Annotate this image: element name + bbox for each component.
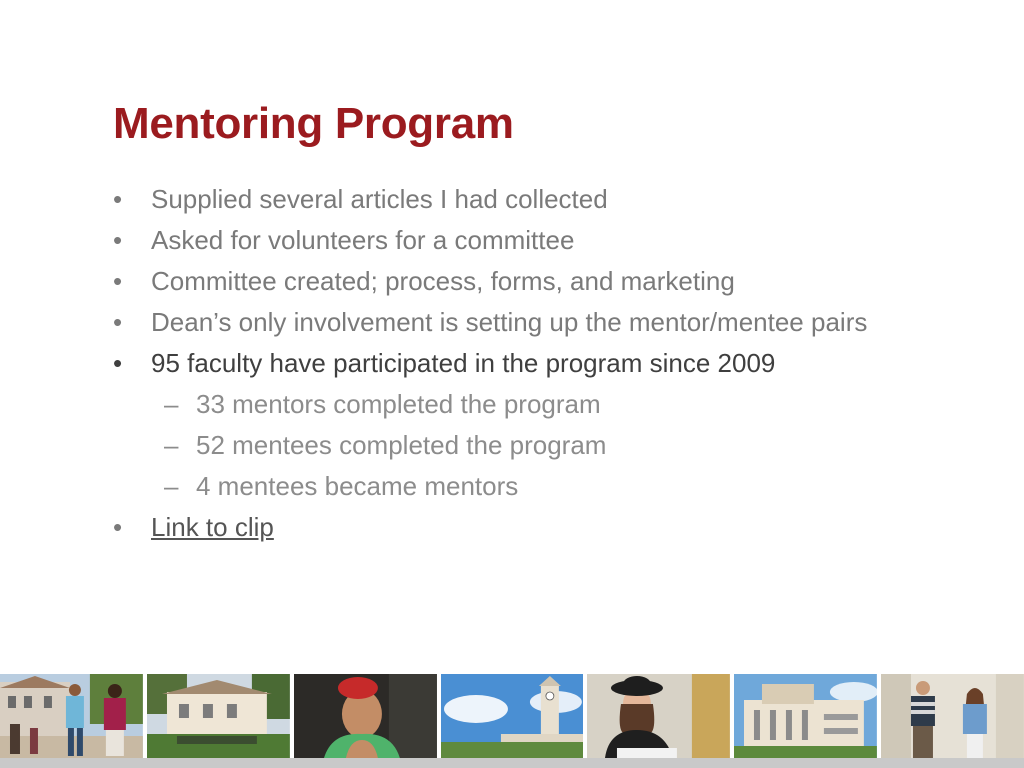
bullet-dot: • (113, 184, 123, 214)
photo-strip (0, 674, 1024, 758)
sub-bullet-item (110, 387, 910, 421)
bullet-text: Asked for volunteers for a committee (151, 225, 575, 255)
bullet-text: Dean’s only involvement is setting up the mentor/mentee pairs (151, 307, 868, 337)
bullet-item (110, 510, 910, 544)
photo-campus-building (147, 674, 290, 758)
slide-title: Mentoring Program (113, 99, 514, 148)
sub-bullet-item (110, 428, 910, 462)
sub-bullet-dash: – (164, 430, 179, 460)
bullet-text: 95 faculty have participated in the program since 2009 (151, 348, 776, 378)
sub-bullet-item (110, 469, 910, 503)
sub-bullet-text: 33 mentors completed the program (196, 389, 601, 419)
link-to-clip[interactable]: Link to clip (151, 512, 274, 542)
sub-bullet-dash: – (164, 389, 179, 419)
bullet-item (110, 346, 910, 380)
bullet-item (110, 264, 910, 298)
bullet-item (110, 305, 910, 339)
photo-students-walking (0, 674, 143, 758)
bullet-dot: • (113, 512, 123, 542)
photo-student-red-cap (294, 674, 437, 758)
sub-bullet-text: 4 mentees became mentors (196, 471, 519, 501)
bullet-dot: • (113, 266, 123, 296)
bottom-bar (0, 758, 1024, 768)
bullet-text: Supplied several articles I had collected (151, 184, 608, 214)
photo-two-students (881, 674, 1024, 758)
bullet-dot: • (113, 225, 123, 255)
photo-student-writing (587, 674, 730, 758)
bullet-list (110, 182, 910, 551)
photo-modern-building (734, 674, 877, 758)
photo-clock-tower (441, 674, 584, 758)
bullet-dot: • (113, 348, 123, 378)
bullet-text: Committee created; process, forms, and marketing (151, 266, 735, 296)
bullet-item (110, 182, 910, 216)
sub-bullet-dash: – (164, 471, 179, 501)
bullet-dot: • (113, 307, 123, 337)
sub-bullet-text: 52 mentees completed the program (196, 430, 607, 460)
bullet-item (110, 223, 910, 257)
